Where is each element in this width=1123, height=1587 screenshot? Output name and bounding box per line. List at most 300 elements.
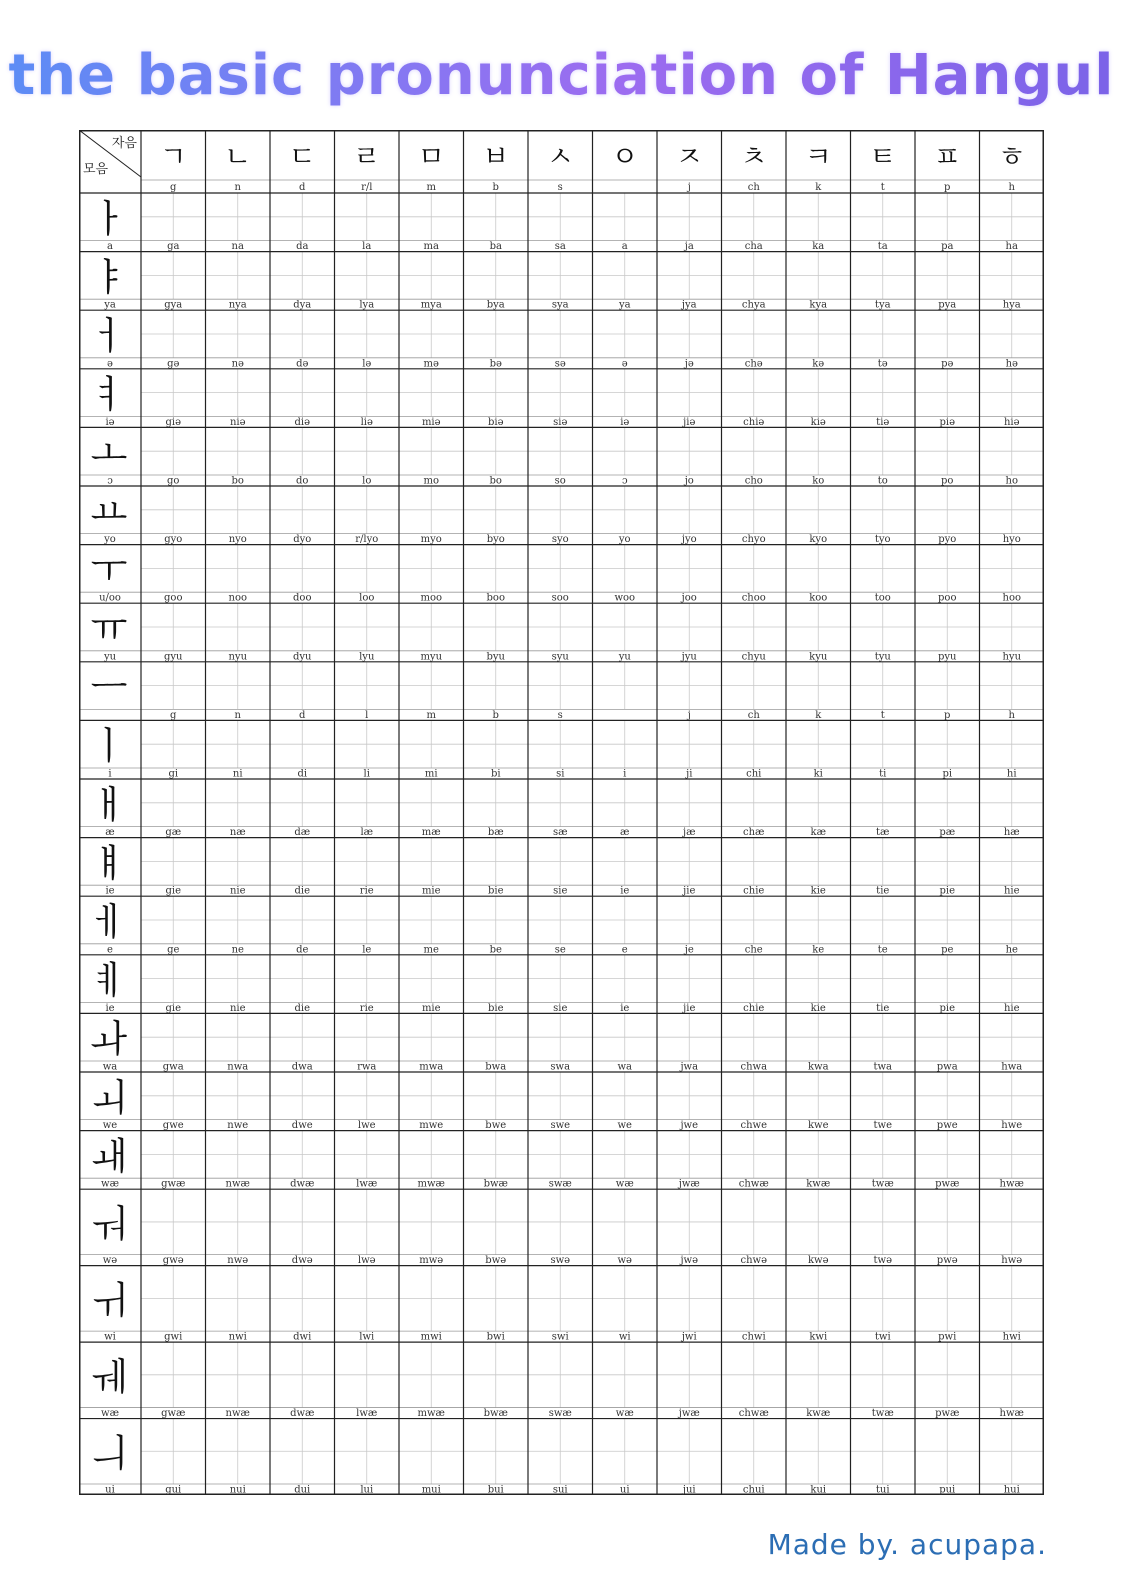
syllable-romanization: pe (941, 944, 954, 956)
syllable-romanization: nwe (227, 1120, 249, 1132)
syllable-romanization: tui (875, 1484, 890, 1495)
syllable-romanization: ki (813, 768, 823, 780)
syllable-romanization: rie (359, 1002, 374, 1014)
syllable-romanization: swæ (548, 1178, 572, 1190)
syllable-romanization: twæ (871, 1178, 894, 1190)
syllable-romanization: di (297, 768, 308, 780)
syllable-romanization: nya (228, 299, 247, 311)
syllable-romanization: dya (293, 299, 312, 311)
syllable-romanization: biə (487, 416, 504, 428)
syllable-romanization: goo (164, 592, 183, 604)
syllable-romanization: chə (744, 358, 763, 370)
syllable-romanization: l (365, 709, 369, 721)
syllable-romanization: hyo (1002, 534, 1021, 546)
syllable-romanization: twe (873, 1120, 892, 1132)
syllable-romanization: i (623, 768, 627, 780)
consonant-glyph: ㅊ (740, 140, 768, 173)
syllable-romanization: gə (167, 358, 180, 370)
syllable-romanization: pwə (936, 1255, 958, 1267)
syllable-romanization: gie (165, 885, 182, 897)
syllable-romanization: lwə (357, 1255, 376, 1267)
syllable-romanization: kə (812, 358, 825, 370)
syllable-romanization: wə (617, 1255, 632, 1267)
syllable-romanization: jwæ (678, 1178, 700, 1190)
syllable-romanization: dyo (293, 534, 312, 546)
syllable-romanization: tyu (874, 651, 891, 663)
syllable-romanization: hæ (1003, 827, 1020, 839)
vowel-romanization: æ (105, 827, 115, 839)
syllable-romanization: yu (618, 651, 631, 663)
syllable-romanization: miə (421, 416, 441, 428)
syllable-romanization: giə (165, 416, 182, 428)
vowel-glyph: ㅑ (90, 255, 128, 300)
footer-credit: Made by. acupapa. (767, 1528, 1047, 1561)
syllable-romanization: lui (360, 1484, 374, 1495)
syllable-romanization: pwi (938, 1331, 957, 1343)
syllable-romanization: sə (554, 358, 566, 370)
syllable-romanization: noo (228, 592, 247, 604)
vowel-glyph: ㅞ (90, 1354, 128, 1399)
syllable-romanization: chie (743, 885, 765, 897)
syllable-romanization: d (299, 709, 306, 721)
syllable-romanization: m (426, 709, 436, 721)
syllable-romanization: twæ (871, 1408, 894, 1420)
syllable-romanization: chwæ (738, 1408, 769, 1420)
syllable-romanization: rie (359, 885, 374, 897)
vowel-romanization: wæ (101, 1408, 119, 1420)
syllable-romanization: gwa (162, 1061, 184, 1073)
consonant-glyph: ㅋ (804, 140, 832, 173)
consonant-romanization: r/l (361, 182, 373, 193)
syllable-romanization: chwə (740, 1255, 768, 1267)
syllable-romanization: hwe (1001, 1120, 1023, 1132)
syllable-romanization: lwi (359, 1331, 375, 1343)
syllable-romanization: pwæ (935, 1178, 960, 1190)
syllable-romanization: chi (746, 768, 762, 780)
syllable-romanization: nwa (227, 1061, 249, 1073)
syllable-romanization: s (557, 709, 563, 721)
syllable-romanization: jui (682, 1484, 696, 1495)
syllable-romanization: mi (424, 768, 438, 780)
vowel-romanization: i (108, 768, 112, 780)
vowel-glyph: ㅣ (90, 724, 128, 769)
vowel-romanization: yo (104, 534, 116, 546)
syllable-romanization: wi (618, 1331, 631, 1343)
syllable-romanization: choo (741, 592, 766, 604)
consonant-glyph: ㅁ (417, 140, 445, 173)
vowel-glyph: ㅠ (90, 607, 128, 651)
syllable-romanization: g (170, 709, 177, 721)
syllable-romanization: jya (681, 299, 697, 311)
syllable-romanization: b (492, 709, 499, 721)
syllable-romanization: lyu (359, 651, 375, 663)
syllable-romanization: bæ (487, 827, 504, 839)
syllable-romanization: mie (421, 1002, 441, 1014)
vowel-glyph: ㅜ (90, 548, 128, 593)
vowel-glyph: ㅡ (90, 665, 128, 710)
hangul-chart (79, 130, 1044, 1495)
syllable-romanization: də (296, 358, 309, 370)
syllable-romanization: so (554, 475, 566, 487)
syllable-romanization: ja (684, 241, 694, 253)
consonant-romanization: n (234, 182, 241, 193)
syllable-romanization: dwə (291, 1255, 313, 1267)
syllable-romanization: yo (618, 534, 631, 546)
syllable-romanization: sa (554, 241, 566, 253)
syllable-romanization: ta (877, 241, 888, 253)
syllable-romanization: læ (360, 827, 374, 839)
vowel-romanization: ie (105, 885, 115, 897)
vowel-romanization: yu (103, 651, 117, 663)
syllable-romanization: lwæ (356, 1408, 378, 1420)
syllable-romanization: doo (293, 592, 312, 604)
syllable-romanization: ho (1005, 475, 1018, 487)
syllable-romanization: tæ (876, 827, 890, 839)
syllable-romanization: bie (487, 1002, 504, 1014)
syllable-romanization: bo (231, 475, 244, 487)
vowel-glyph: ㅝ (90, 1201, 128, 1246)
syllable-romanization: nie (229, 885, 246, 897)
consonant-romanization: h (1008, 182, 1015, 193)
syllable-romanization: ha (1005, 241, 1018, 253)
consonant-glyph: ㄱ (159, 140, 187, 173)
syllable-romanization: we (617, 1120, 632, 1132)
syllable-romanization: iə (620, 416, 630, 428)
syllable-romanization: nwə (227, 1255, 249, 1267)
syllable-romanization: kie (810, 885, 826, 897)
syllable-romanization: mwæ (417, 1178, 445, 1190)
page-title: the basic pronunciation of Hangul (8, 42, 1115, 108)
vowel-romanization: e (107, 944, 113, 956)
syllable-romanization: twa (873, 1061, 893, 1073)
syllable-romanization: pie (939, 1002, 956, 1014)
syllable-romanization: swæ (548, 1408, 572, 1420)
syllable-romanization: p (944, 709, 951, 721)
syllable-romanization: bwæ (483, 1178, 508, 1190)
syllable-romanization: moo (420, 592, 443, 604)
syllable-romanization: sie (553, 1002, 568, 1014)
syllable-romanization: pyu (938, 651, 957, 663)
page-title-container (0, 30, 1123, 120)
syllable-romanization: tie (876, 1002, 890, 1014)
syllable-romanization: syo (551, 534, 569, 546)
syllable-romanization: mwa (419, 1061, 444, 1073)
syllable-romanization: gyo (164, 534, 183, 546)
syllable-romanization: chyo (741, 534, 766, 546)
syllable-romanization: sui (552, 1484, 568, 1495)
vowel-romanization: ie (105, 1002, 115, 1014)
syllable-romanization: koo (809, 592, 828, 604)
syllable-romanization: kie (810, 1002, 826, 1014)
vowel-romanization: we (102, 1120, 118, 1132)
syllable-romanization: gwi (164, 1331, 183, 1343)
syllable-romanization: hi (1006, 768, 1017, 780)
syllable-romanization: lya (359, 299, 375, 311)
syllable-romanization: ə (621, 358, 628, 370)
syllable-romanization: myu (420, 651, 443, 663)
vowel-romanization: ui (105, 1484, 115, 1495)
syllable-romanization: bya (486, 299, 505, 311)
syllable-romanization: piə (939, 416, 956, 428)
syllable-romanization: wæ (615, 1178, 634, 1190)
syllable-romanization: loo (359, 592, 375, 604)
syllable-romanization: ya (618, 299, 631, 311)
consonant-glyph: ㄷ (288, 140, 316, 173)
syllable-romanization: sie (553, 885, 568, 897)
syllable-romanization: go (167, 475, 180, 487)
syllable-romanization: jo (684, 475, 694, 487)
syllable-romanization: bə (489, 358, 502, 370)
syllable-romanization: myo (420, 534, 442, 546)
syllable-romanization: kui (810, 1484, 827, 1495)
syllable-romanization: r/lyo (355, 534, 379, 546)
syllable-romanization: jie (683, 1002, 696, 1014)
syllable-romanization: jə (684, 358, 694, 370)
syllable-romanization: mæ (421, 827, 441, 839)
syllable-romanization: mya (420, 299, 442, 311)
syllable-romanization: bi (490, 768, 501, 780)
consonant-glyph: ㄹ (353, 140, 381, 173)
syllable-romanization: jiə (683, 416, 696, 428)
syllable-romanization: pə (941, 358, 954, 370)
syllable-romanization: do (296, 475, 309, 487)
syllable-romanization: n (234, 709, 241, 721)
vowel-glyph: ㅒ (90, 841, 128, 886)
syllable-romanization: ui (619, 1484, 630, 1495)
syllable-romanization: mwə (419, 1255, 444, 1267)
syllable-romanization: ga (167, 241, 180, 253)
syllable-romanization: dui (294, 1484, 311, 1495)
consonant-glyph: ㅈ (675, 140, 703, 173)
syllable-romanization: byu (486, 651, 505, 663)
syllable-romanization: bo (489, 475, 502, 487)
syllable-romanization: hə (1005, 358, 1018, 370)
consonant-glyph: ㄴ (224, 140, 252, 173)
syllable-romanization: nwæ (225, 1178, 250, 1190)
syllable-romanization: gya (164, 299, 183, 311)
syllable-romanization: chæ (743, 827, 765, 839)
syllable-romanization: mie (421, 885, 441, 897)
syllable-romanization: to (877, 475, 888, 487)
syllable-romanization: chui (742, 1484, 765, 1495)
syllable-romanization: k (815, 709, 822, 721)
syllable-romanization: twi (874, 1331, 891, 1343)
vowel-glyph: ㅟ (90, 1278, 128, 1323)
syllable-romanization: t (880, 709, 885, 721)
vowel-glyph: ㅏ (90, 196, 128, 241)
consonant-glyph: ㅅ (546, 140, 574, 173)
syllable-romanization: chwæ (738, 1178, 769, 1190)
syllable-romanization: kwə (807, 1255, 829, 1267)
syllable-romanization: chya (741, 299, 766, 311)
syllable-romanization: j (687, 709, 691, 721)
syllable-romanization: chwi (741, 1331, 766, 1343)
syllable-romanization: la (362, 241, 372, 253)
syllable-romanization: jyo (681, 534, 697, 546)
syllable-romanization: ti (879, 768, 887, 780)
syllable-romanization: ni (232, 768, 243, 780)
syllable-romanization: pui (939, 1484, 956, 1495)
syllable-romanization: kwe (807, 1120, 829, 1132)
syllable-romanization: gæ (165, 827, 182, 839)
syllable-romanization: jwa (680, 1061, 699, 1073)
syllable-romanization: gwæ (161, 1408, 186, 1420)
vowel-glyph: ㅔ (90, 900, 128, 944)
vowel-glyph: ㅗ (90, 431, 128, 476)
syllable-romanization: mui (421, 1484, 441, 1495)
syllable-romanization: cha (744, 241, 763, 253)
consonant-romanization: s (557, 182, 563, 193)
syllable-romanization: poo (938, 592, 957, 604)
syllable-romanization: bwæ (483, 1408, 508, 1420)
vowel-romanization: u/oo (99, 592, 121, 604)
syllable-romanization: ge (167, 944, 180, 956)
consonant-glyph: ㅎ (998, 140, 1026, 173)
consonant-romanization: b (492, 182, 499, 193)
syllable-romanization: dwæ (290, 1408, 315, 1420)
consonant-romanization: ch (747, 182, 760, 193)
syllable-romanization: pwæ (935, 1408, 960, 1420)
syllable-romanization: hoo (1002, 592, 1021, 604)
syllable-romanization: jwæ (678, 1408, 700, 1420)
syllable-romanization: pya (938, 299, 957, 311)
syllable-romanization: ba (489, 241, 502, 253)
syllable-romanization: lwæ (356, 1178, 378, 1190)
syllable-romanization: pie (939, 885, 956, 897)
syllable-romanization: gwæ (161, 1178, 186, 1190)
syllable-romanization: mo (423, 475, 440, 487)
syllable-romanization: chiə (743, 416, 765, 428)
syllable-romanization: ma (423, 241, 439, 253)
syllable-romanization: kya (809, 299, 828, 311)
syllable-romanization: mə (423, 358, 439, 370)
syllable-romanization: jwə (680, 1255, 699, 1267)
syllable-romanization: bwe (485, 1120, 507, 1132)
syllable-romanization: de (296, 944, 309, 956)
syllable-romanization: le (362, 944, 372, 956)
syllable-romanization: tyo (874, 534, 891, 546)
syllable-romanization: be (489, 944, 502, 956)
syllable-romanization: da (296, 241, 309, 253)
syllable-romanization: kwi (809, 1331, 828, 1343)
syllable-romanization: joo (681, 592, 697, 604)
syllable-romanization: ɔ (621, 475, 628, 487)
syllable-romanization: chyu (741, 651, 766, 663)
syllable-romanization: hui (1003, 1484, 1020, 1495)
syllable-romanization: tie (876, 885, 890, 897)
syllable-romanization: hya (1002, 299, 1021, 311)
syllable-romanization: die (294, 1002, 311, 1014)
syllable-romanization: wæ (615, 1408, 634, 1420)
syllable-romanization: hwa (1001, 1061, 1023, 1073)
syllable-romanization: lwe (357, 1120, 376, 1132)
syllable-romanization: niə (229, 416, 246, 428)
syllable-romanization: jæ (683, 827, 696, 839)
syllable-romanization: ie (620, 885, 630, 897)
syllable-romanization: che (744, 944, 763, 956)
vowel-glyph: ㅚ (90, 1075, 128, 1120)
syllable-romanization: æ (620, 827, 630, 839)
vowel-glyph: ㅓ (90, 314, 128, 358)
syllable-romanization: pyo (938, 534, 957, 546)
vowel-romanization: wæ (101, 1178, 119, 1190)
vowel-romanization: wi (104, 1331, 116, 1343)
syllable-romanization: gui (165, 1484, 182, 1495)
syllable-romanization: chwa (740, 1061, 768, 1073)
syllable-romanization: chwe (740, 1120, 768, 1132)
syllable-romanization: mwæ (417, 1408, 445, 1420)
syllable-romanization: lə (362, 358, 372, 370)
syllable-romanization: hie (1003, 885, 1020, 897)
syllable-romanization: swi (551, 1331, 569, 1343)
syllable-romanization: hwə (1001, 1255, 1023, 1267)
syllable-romanization: a (621, 241, 628, 253)
syllable-romanization: nwæ (225, 1408, 250, 1420)
grid-border (80, 131, 1044, 1495)
syllable-romanization: jyu (681, 651, 697, 663)
syllable-romanization: kwæ (806, 1408, 831, 1420)
syllable-romanization: nui (229, 1484, 246, 1495)
vowel-romanization: wa (102, 1061, 118, 1073)
syllable-romanization: kwæ (806, 1178, 831, 1190)
vowel-glyph: ㅕ (90, 372, 128, 417)
syllable-romanization: too (874, 592, 891, 604)
syllable-romanization: swe (550, 1120, 571, 1132)
vowel-romanization: wə (102, 1255, 118, 1267)
syllable-romanization: rwa (357, 1061, 377, 1073)
syllable-romanization: wa (617, 1061, 633, 1073)
syllable-romanization: se (554, 944, 566, 956)
syllable-romanization: bwa (485, 1061, 507, 1073)
syllable-romanization: si (556, 768, 565, 780)
syllable-romanization: ie (620, 1002, 630, 1014)
syllable-romanization: die (294, 885, 311, 897)
syllable-romanization: kiə (810, 416, 826, 428)
syllable-romanization: gi (168, 768, 179, 780)
syllable-romanization: ne (231, 944, 244, 956)
syllable-romanization: næ (229, 827, 246, 839)
syllable-romanization: byo (486, 534, 505, 546)
consonant-glyph: ㅇ (611, 140, 639, 173)
syllable-romanization: ji (686, 768, 693, 780)
syllable-romanization: nə (231, 358, 244, 370)
syllable-romanization: nwi (228, 1331, 247, 1343)
consonant-romanization: d (299, 182, 306, 193)
syllable-romanization: tə (877, 358, 888, 370)
syllable-romanization: kæ (810, 827, 826, 839)
syllable-romanization: hwi (1002, 1331, 1021, 1343)
syllable-romanization: nie (229, 1002, 246, 1014)
syllable-romanization: pæ (939, 827, 956, 839)
syllable-romanization: lo (362, 475, 372, 487)
syllable-romanization: kyu (809, 651, 828, 663)
syllable-romanization: gie (165, 1002, 182, 1014)
consonant-romanization: k (815, 182, 822, 193)
vowel-glyph: ㅐ (90, 782, 128, 827)
syllable-romanization: hwæ (999, 1408, 1024, 1420)
syllable-romanization: he (1005, 944, 1018, 956)
vowel-romanization: iə (105, 416, 115, 428)
syllable-romanization: boo (486, 592, 505, 604)
consonant-romanization: t (880, 182, 885, 193)
syllable-romanization: pa (941, 241, 954, 253)
syllable-romanization: jie (683, 885, 696, 897)
syllable-romanization: h (1008, 709, 1015, 721)
syllable-romanization: jwi (681, 1331, 697, 1343)
consonant-glyph: ㅂ (482, 140, 510, 173)
syllable-romanization: te (877, 944, 888, 956)
syllable-romanization: ka (812, 241, 825, 253)
